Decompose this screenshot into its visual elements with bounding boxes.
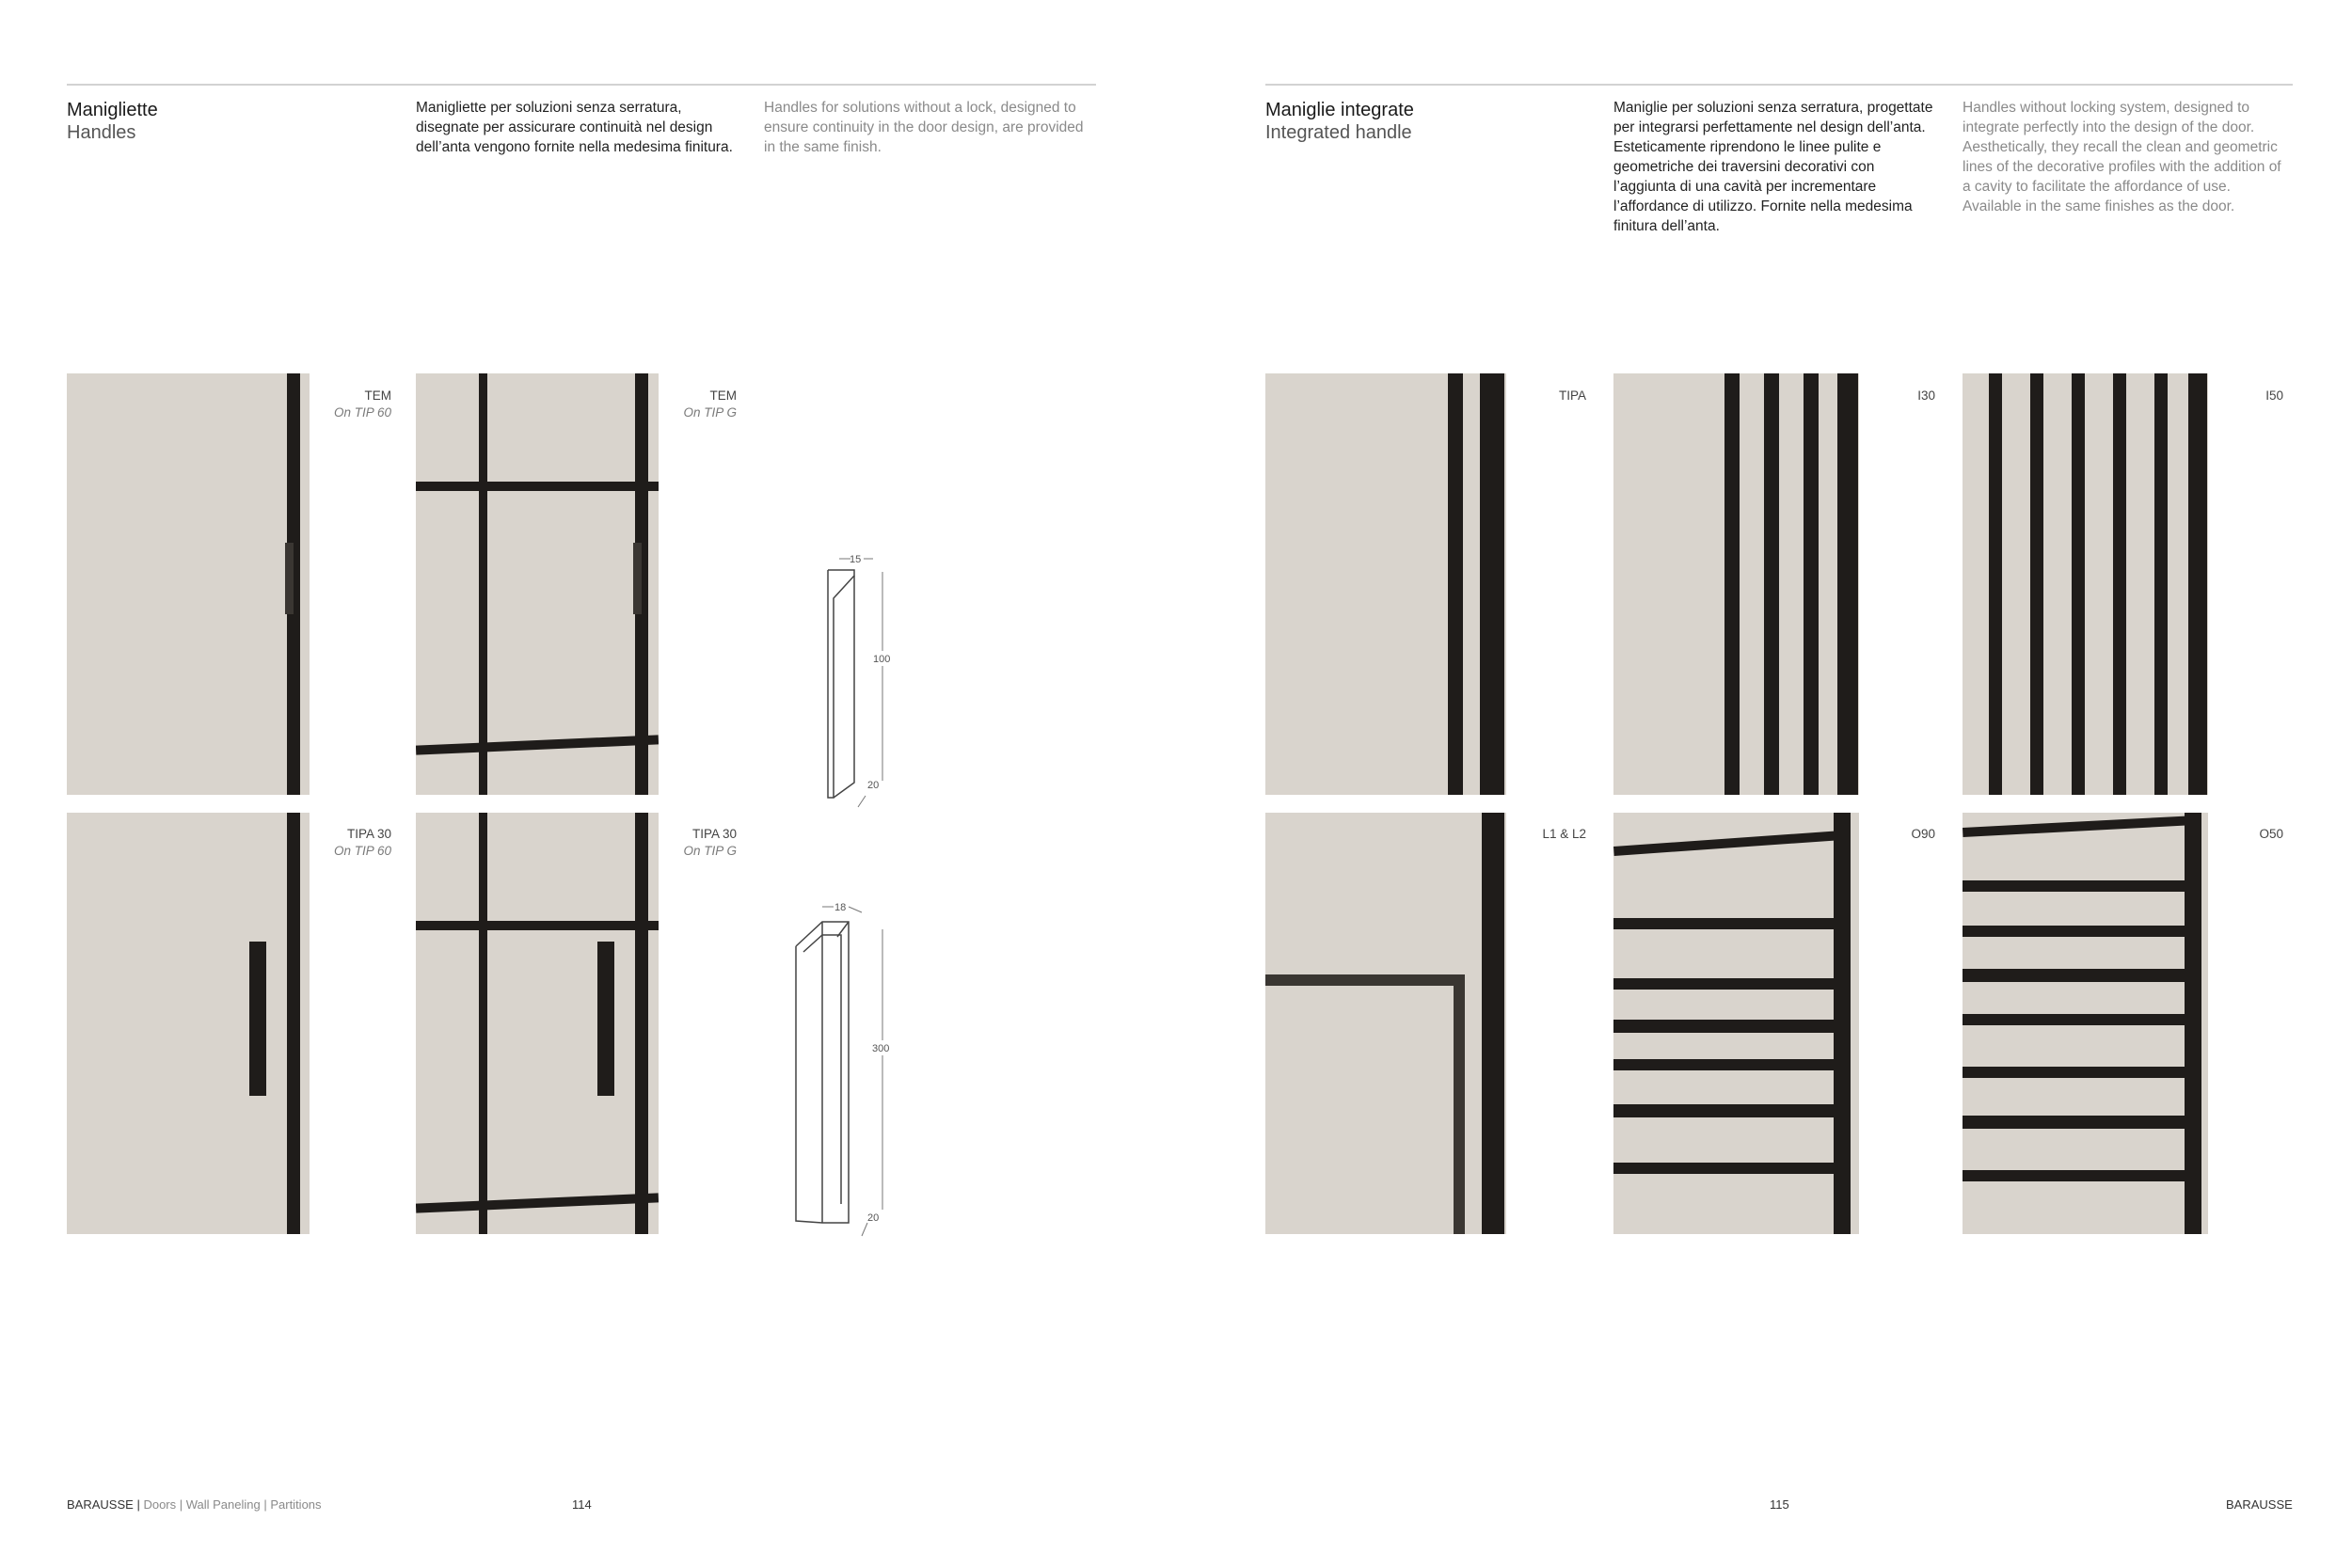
top-rule-left [67, 84, 1096, 86]
footer-left [67, 1497, 322, 1512]
dimension-depth: 20 [867, 1212, 880, 1224]
photo-tipa30-tip60 [67, 813, 310, 1234]
photo-tem-tipg [416, 373, 659, 795]
footer-sections: Doors | Wall Paneling | Partitions [143, 1497, 322, 1512]
page-number-right: 115 [1770, 1497, 1789, 1512]
dimension-width: 18 [834, 902, 847, 913]
dimension-depth: 20 [867, 780, 880, 791]
tile-label: O50 [2259, 827, 2283, 841]
section-heading-integrated [1265, 99, 1414, 144]
tile-label: I30 [1917, 388, 1935, 403]
tile-label: TIPA [1558, 388, 1586, 403]
description-italian: Maniglie per soluzioni senza serratura, progettate per integrarsi perfettamente nel design dell’anta. Esteticamente riprendono le linee pulite e geometriche dei traversini decorativi con l’aggiunta di una cavità per incrementare l’affordance di utilizzo. Fornite nella medesima finitura dell’anta. [1613, 100, 1933, 234]
tipa30-dimension-drawing [781, 894, 913, 1242]
heading-italian: Maniglie integrate [1265, 100, 1414, 120]
dimension-height: 300 [872, 1043, 890, 1054]
tem-dimension-drawing [809, 546, 913, 809]
photo-l1-l2 [1265, 813, 1506, 1234]
description-english: Handles for solutions without a lock, designed to ensure continuity in the door design, are provided in the same finish. [764, 100, 1084, 155]
photo-o90 [1613, 813, 1859, 1234]
footer-separator: | [136, 1497, 140, 1512]
heading-english: Integrated handle [1265, 122, 1412, 143]
photo-o50 [1963, 813, 2208, 1234]
tile-label: TEM On TIP G [683, 388, 737, 420]
footer-brand-right: BARAUSSE [2226, 1497, 2293, 1512]
tile-label: TIPA 30 On TIP 60 [333, 827, 391, 858]
heading-english: Handles [67, 122, 136, 143]
tile-label: L1 & L2 [1542, 827, 1586, 841]
footer-brand: BARAUSSE [67, 1497, 134, 1512]
dimension-height: 100 [873, 654, 891, 665]
photo-i30 [1613, 373, 1859, 795]
tile-label: TEM On TIP 60 [333, 388, 391, 420]
photo-tipa [1265, 373, 1506, 795]
description-italian: Manigliette per soluzioni senza serratura, disegnate per assicurare continuità nel design dell’anta vengono fornite nella medesima finitura. [416, 100, 733, 155]
tile-label: TIPA 30 On TIP G [683, 827, 737, 858]
dimension-width: 15 [850, 554, 862, 565]
description-english: Handles without locking system, designed to integrate perfectly into the design of the door. Aesthetically, they recall the clean and geometric lines of the decorative profiles with the addition of a cavity to facilitate the affordance of use. Available in the same finishes as the door. [1963, 100, 2281, 214]
page-number-left: 114 [572, 1497, 592, 1512]
tile-label: O90 [1911, 827, 1935, 841]
photo-i50 [1963, 373, 2208, 795]
heading-italian: Manigliette [67, 100, 158, 120]
top-rule-right [1265, 84, 2293, 86]
photo-tem-tip60 [67, 373, 310, 795]
photo-tipa30-tipg [416, 813, 659, 1234]
section-heading-handles [67, 99, 158, 144]
tile-label: I50 [2265, 388, 2283, 403]
